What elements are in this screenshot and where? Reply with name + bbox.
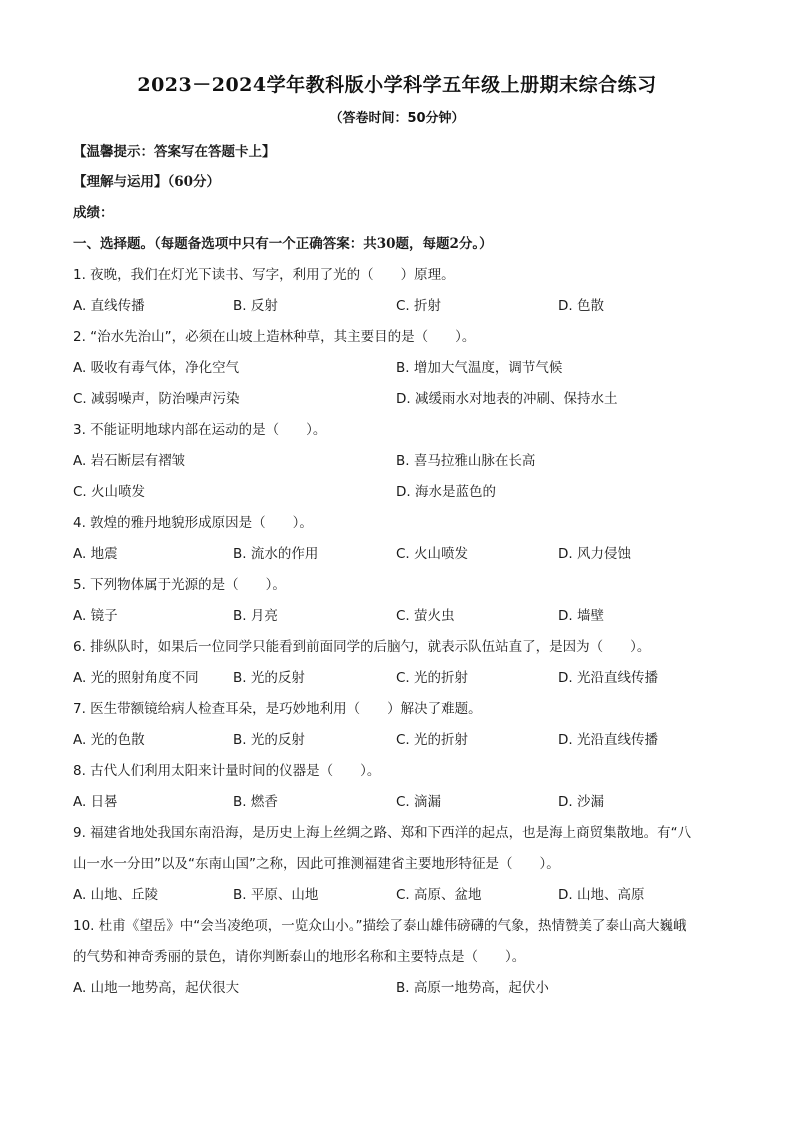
q9-option-c: C. 高原、盆地: [396, 887, 482, 903]
q7-option-c: C. 光的折射: [396, 732, 469, 748]
q8-option-c: C. 滴漏: [396, 794, 442, 810]
q8-option-d: D. 沙漏: [558, 794, 604, 810]
tip-note: 【温馨提示：答案写在答题卡上】: [73, 144, 276, 160]
q9-option-a: A. 山地、丘陵: [73, 887, 159, 903]
section-label: 【理解与运用】（60分）: [73, 174, 221, 190]
q9-option-d: D. 山地、高原: [558, 887, 645, 903]
q3-option-c: C. 火山喷发: [73, 484, 146, 500]
q5-option-b: B. 月亮: [233, 608, 278, 624]
q4-option-d: D. 风力侵蚀: [558, 546, 631, 562]
q5-option-c: C. 萤火虫: [396, 608, 455, 624]
q7-option-a: A. 光的色散: [73, 732, 145, 748]
exam-title: 2023－2024学年教科版小学科学五年级上册期末综合练习: [137, 74, 657, 96]
q3-option-d: D. 海水是蓝色的: [396, 484, 496, 500]
q7-option-d: D. 光沿直线传播: [558, 732, 658, 748]
question-3: 3. 不能证明地球内部在运动的是（ ）。: [73, 422, 327, 438]
question-1: 1. 夜晚，我们在灯光下读书、写字，利用了光的（ ）原理。: [73, 267, 455, 283]
section-heading: 一、选择题。（每题备选项中只有一个正确答案：共30题，每题2分。）: [73, 236, 493, 252]
exam-duration: （答卷时间：50分钟）: [329, 111, 465, 126]
q1-option-b: B. 反射: [233, 298, 278, 314]
q1-option-d: D. 色散: [558, 298, 604, 314]
question-5: 5. 下列物体属于光源的是（ ）。: [73, 577, 286, 593]
question-6: 6. 排纵队时，如果后一位同学只能看到前面同学的后脑勺，就表示队伍站直了，是因为（ ）。: [73, 639, 651, 655]
q3-option-b: B. 喜马拉雅山脉在长高: [396, 453, 536, 469]
q10-option-a: A. 山地一地势高，起伏很大: [73, 980, 240, 996]
question-9-line-2: 山一水一分田”以及“东南山国”之称，因此可推测福建省主要地形特征是（ ）。: [73, 856, 560, 872]
question-10-line-2: 的气势和神奇秀丽的景色，请你判断泰山的地形名称和主要特点是（ ）。: [73, 949, 526, 965]
question-4: 4. 敦煌的雅丹地貌形成原因是（ ）。: [73, 515, 313, 531]
question-8: 8. 古代人们利用太阳来计量时间的仪器是（ ）。: [73, 763, 381, 779]
q4-option-c: C. 火山喷发: [396, 546, 469, 562]
question-7: 7. 医生带额镜给病人检查耳朵，是巧妙地利用（ ）解决了难题。: [73, 701, 482, 717]
q8-option-b: B. 燃香: [233, 794, 278, 810]
q6-option-b: B. 光的反射: [233, 670, 305, 686]
q5-option-a: A. 镜子: [73, 608, 118, 624]
q5-option-d: D. 墙壁: [558, 608, 604, 624]
q8-option-a: A. 日晷: [73, 794, 118, 810]
q7-option-b: B. 光的反射: [233, 732, 305, 748]
question-2: 2. “治水先治山”，必须在山坡上造林种草，其主要目的是（ ）。: [73, 329, 476, 345]
q3-option-a: A. 岩石断层有褶皱: [73, 453, 186, 469]
q2-option-c: C. 减弱噪声，防治噪声污染: [73, 391, 240, 407]
q10-option-b: B. 高原一地势高，起伏小: [396, 980, 549, 996]
q2-option-b: B. 增加大气温度，调节气候: [396, 360, 563, 376]
question-10-line-1: 10. 杜甫《望岳》中“会当凌绝项，一览众山小。”描绘了泰山雄伟磅礴的气象，热情赞美了泰山高大巍峨: [73, 918, 687, 934]
q4-option-a: A. 地震: [73, 546, 118, 562]
q1-option-c: C. 折射: [396, 298, 442, 314]
q2-option-a: A. 吸收有毒气体，净化空气: [73, 360, 240, 376]
q2-option-d: D. 减缓雨水对地表的冲刷、保持水土: [396, 391, 618, 407]
score-label: 成绩：: [73, 205, 114, 221]
q1-option-a: A. 直线传播: [73, 298, 145, 314]
q4-option-b: B. 流水的作用: [233, 546, 319, 562]
q6-option-c: C. 光的折射: [396, 670, 469, 686]
q6-option-a: A. 光的照射角度不同: [73, 670, 199, 686]
question-9-line-1: 9. 福建省地处我国东南沿海，是历史上海上丝绸之路、郑和下西洋的起点，也是海上商贸集散地。有“八: [73, 825, 692, 841]
q6-option-d: D. 光沿直线传播: [558, 670, 658, 686]
q9-option-b: B. 平原、山地: [233, 887, 319, 903]
